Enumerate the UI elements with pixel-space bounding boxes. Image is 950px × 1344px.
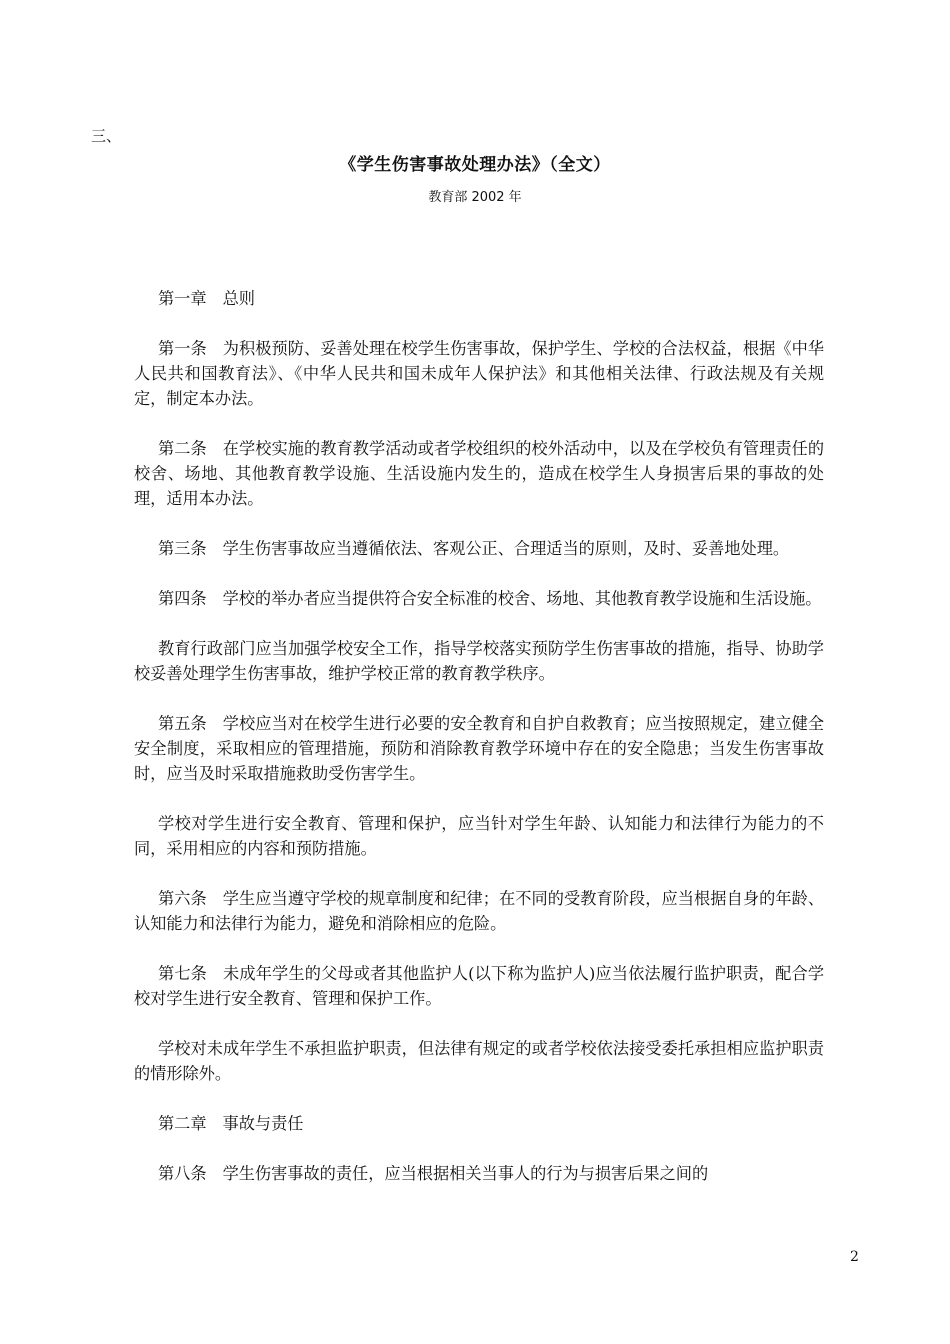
paragraph-article-8 (134, 1161, 824, 1186)
paragraph-article-7-cont (134, 1036, 824, 1086)
paragraph-article-7 (134, 961, 824, 1011)
paragraph-text: 学生伤害事故应当遵循依法、客观公正、合理适当的原则，及时、妥善地处理。 (222, 539, 790, 558)
page-number: 2 (850, 1249, 859, 1265)
paragraph-article-3 (134, 536, 824, 561)
paragraph-chapter-2 (134, 1111, 824, 1136)
paragraph-text: 教育行政部门应当加强学校安全工作，指导学校落实预防学生伤害事故的措施，指导、协助学校妥善处理学生伤害事故，维护学校正常的教育教学秩序。 (134, 639, 824, 683)
paragraph-lead: 第四条 (158, 589, 207, 608)
paragraph-text: 为积极预防、妥善处理在校学生伤害事故，保护学生、学校的合法权益，根据《中华人民共和国教育法》、《中华人民共和国未成年人保护法》和其他相关法律、行政法规及有关规定，制定本办法。 (134, 339, 825, 408)
document-body (134, 286, 824, 1211)
paragraph-text: 事故与责任 (222, 1114, 304, 1133)
section-marker: 三、 (91, 127, 122, 145)
paragraph-text: 未成年学生的父母或者其他监护人(以下称为监护人)应当依法履行监护职责，配合学校对学生进行安全教育、管理和保护工作。 (134, 964, 825, 1008)
paragraph-lead: 第六条 (158, 889, 207, 908)
paragraph-lead: 第三条 (158, 539, 207, 558)
paragraph-lead: 第八条 (158, 1164, 207, 1183)
paragraph-article-2 (134, 436, 824, 511)
paragraph-lead: 第二条 (158, 439, 207, 458)
paragraph-text: 学生伤害事故的责任，应当根据相关当事人的行为与损害后果之间的 (222, 1164, 709, 1183)
paragraph-article-4 (134, 586, 824, 611)
paragraph-chapter-1 (134, 286, 824, 311)
paragraph-text: 总则 (222, 289, 255, 308)
paragraph-article-4-cont (134, 636, 824, 686)
paragraph-lead: 第二章 (158, 1114, 207, 1133)
paragraph-lead: 第七条 (158, 964, 208, 983)
paragraph-text: 在学校实施的教育教学活动或者学校组织的校外活动中，以及在学校负有管理责任的校舍、场地、其他教育教学设施、生活设施内发生的，造成在校学生人身损害后果的事故的处理，适用本办法。 (134, 439, 825, 508)
paragraph-lead: 第一章 (158, 289, 207, 308)
paragraph-article-1 (134, 336, 824, 411)
paragraph-text: 学校对未成年学生不承担监护职责，但法律有规定的或者学校依法接受委托承担相应监护职责的情形除外。 (134, 1039, 824, 1083)
paragraph-text: 学校的举办者应当提供符合安全标准的校舍、场地、其他教育教学设施和生活设施。 (222, 589, 822, 608)
paragraph-article-6 (134, 886, 824, 936)
paragraph-article-5 (134, 711, 824, 786)
paragraph-text: 学生应当遵守学校的规章制度和纪律；在不同的受教育阶段，应当根据自身的年龄、认知能力和法律行为能力，避免和消除相应的危险。 (134, 889, 825, 933)
document-source: 教育部 2002 年 (428, 190, 522, 205)
paragraph-text: 学校应当对在校学生进行必要的安全教育和自护自救教育；应当按照规定，建立健全安全制度，采取相应的管理措施，预防和消除教育教学环境中存在的安全隐患；当发生伤害事故时，应当及时采取措施救助受伤害学生。 (134, 714, 825, 783)
document-title: 《学生伤害事故处理办法》（全文） (339, 155, 611, 175)
paragraph-text: 学校对学生进行安全教育、管理和保护，应当针对学生年龄、认知能力和法律行为能力的不同，采用相应的内容和预防措施。 (134, 814, 824, 858)
paragraph-article-5-cont (134, 811, 824, 861)
paragraph-lead: 第一条 (158, 339, 207, 358)
paragraph-lead: 第五条 (158, 714, 207, 733)
